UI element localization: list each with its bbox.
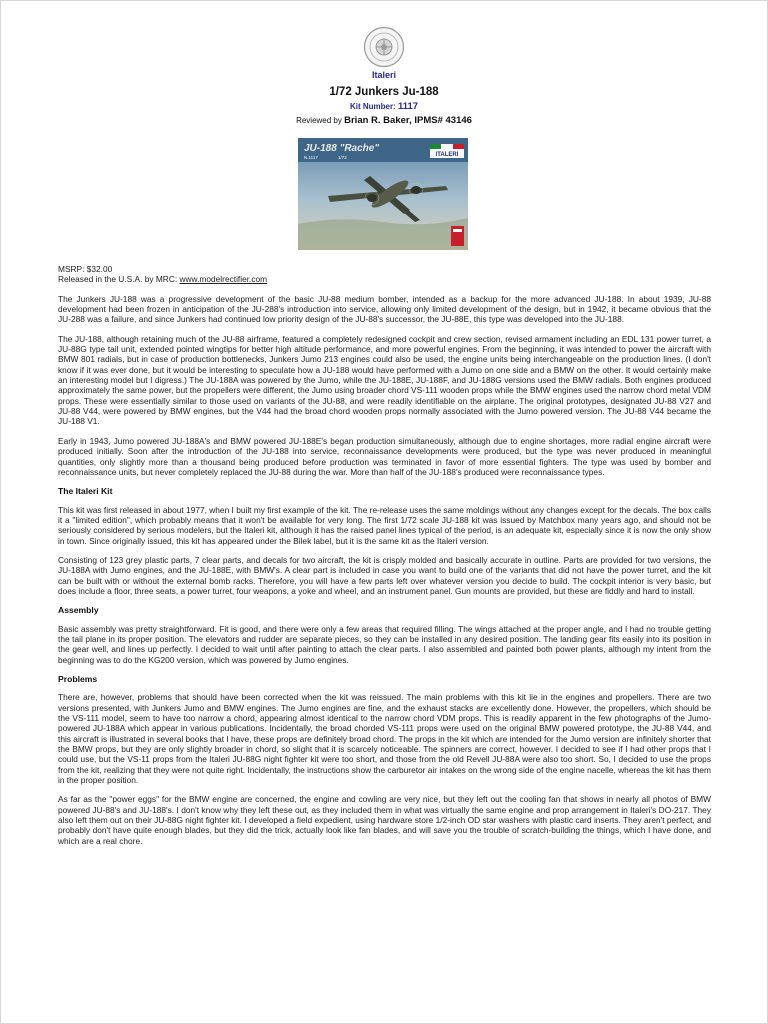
kit-number-line [0, 101, 768, 112]
release-line [58, 274, 711, 284]
kit-paragraph-1: This kit was first released in about 1977, when I built my first example of the kit. The re-release uses the same moldings without any changes except for the decals. The box calls it a "limited edition", which probably means that it won't be available for very long. The first 1/72 scale JU-188 kit was issued by Matchbox many years ago, and should not be seriously considered by serious modelers, but the Italeri kit, although it has the raised panel lines typical of the period, is an adequate kit, especially since it is now the only show in town. Since originally issued, this kit has appeared under the Bilek label, but it is the same kit as the Italeri version. [58, 504, 711, 546]
reviewed-by-label: Reviewed by [296, 116, 342, 125]
box-art-scale: 1/72 [338, 155, 347, 160]
kit-number-value: 1117 [397, 101, 419, 112]
intro-paragraph-1: The Junkers JU-188 was a progressive development of the basic JU-88 medium bomber, intended as a backup for the more advanced JU-188. In about 1939, JU-88 development had been frozen in anticipation of the JU-288's introduction into service, allowing only limited development of the design, but in 1942, it became obvious that the JU-288 was a failure, and since Junkers had continued low priority design of the JU-88's successor, the JU-88E, this type was developed into the JU-188. [58, 293, 711, 325]
kit-number-label: Kit Number: [349, 102, 396, 111]
reviewer-line [0, 115, 768, 126]
reviewer-name: Brian R. Baker, IPMS# 43146 [344, 115, 472, 126]
intro-paragraph-2: The JU-188, although retaining much of the JU-88 airframe, featured a completely redesigned cockpit and crew section, revised armament including an EDL 131 power turret, a JU-88G type tail unit, extended pointed wingtips for better high altitude performance, and more powerful engines. From the beginning, it was intended to power the aircraft with BMW 801 radials, but in case of production bottlenecks, Junkers Jumo 213 engines could also be used, the engine units being interchangeable on the production lines. (I don't know if it was ever done, but it would be interesting to speculate how a JU-188 would have performed with a Jumo on one side and a BMW on the other. It would certainly make an interesting model but I digress.) The JU-188A was powered by the Jumo, while the JU-188E, JU-188F, and JU-188G versions used the BMW radials. Both engines produced approximately the same power, but the propellers were different, the Jumo using broader chord VS-111 wooden props while the BMW engines used the narrow chord metal VDM props. These were essentially similar to those used on variants of the JU-88, and were readily identifiable on the airplane. The original prototypes, designated JU-88 V27 and JU-88 V44, were powered by BMW engines, but the V44 had the broad chord wooden props normally associated with the Jumo powered version. The JU-88 V44 became the JU-188 V1. [58, 333, 711, 427]
box-art-title: JU-188 "Rache" [304, 143, 380, 154]
release-prefix: Released in the U.S.A. by MRC: [58, 274, 180, 285]
box-art-image [298, 138, 468, 250]
msrp-text: MSRP: $32.00 [58, 264, 113, 274]
kit-meta [58, 264, 711, 285]
problems-paragraph-2: As far as the "power eggs" for the BMW engine are concerned, the engine and cowling are very nice, but they left out the cooling fan that shows in nearly all photos of BMW powered JU-88's and JU-188's. I don't know why they left these out, as they included them in what was virtually the same engine and prop arrangement in Italeri's DO-217. They also left them out on their JU-88G night fighter kit. I developed a field expedient, using hardware store 1/2-inch OD star washers with plastic card inserts. They aren't perfect, and probably don't have quite enough blades, but they did the trick, actually look like fan blades, and will save you the trouble of scratch-building the things, which I have done, and which are a real chore. [58, 794, 711, 846]
brand-name: Italeri [371, 70, 396, 80]
box-art-brand-logo: ITALERI [435, 152, 459, 158]
intro-paragraph-3: Early in 1943, Jumo powered JU-188A's and BMW powered JU-188E's began production simultaneously, although due to engine shortages, more radial engine aircraft were produced initially. Soon after the introduction of the JU-188 into service, reconnaissance developments were produced, but the type was never produced in meaningful quantities, only slightly more than a thousand being produced before production was terminated in favor of more essential fighters. The type was used by bomber and reconnaissance units, but never completely replaced the JU-88 during the war. More than half of the JU-188's produced were reconnaissance types. [58, 435, 711, 477]
italeri-kit-heading: The Italeri Kit [58, 486, 113, 497]
kit-paragraph-2: Consisting of 123 grey plastic parts, 7 clear parts, and decals for two aircraft, the kit is crisply molded and basically accurate in outline. Parts are provided for two versions, the JU-188A with Jumo engines, and the JU-188E, with BMW's. A clear part is included in case you want to build one of the variants that did not have the power turret, and the kit can be built with or without the external bomb racks. Therefore, you will have a few parts left over whatever version you decide to build. The cockpit interior is very basic, but does include a floor, three seats, a power turret, four weapons, a yoke and wheel, and an instrument panel. Gun mounts are provided, but these are fiddly and hard to install. [58, 554, 711, 596]
ipms-seal-logo [363, 26, 405, 68]
box-art-code: N.1117 [304, 155, 318, 160]
review-header [0, 26, 768, 126]
mrc-website-link[interactable]: www.modelrectifier.com [179, 274, 268, 285]
assembly-paragraph-1: Basic assembly was pretty straightforward. Fit is good, and there were only a few areas that required filling. The wings attached at the proper angle, and I had no trouble getting the tail plane in its proper position. The elevators and rudder are separate pieces, so they can be installed in any desired position. The landing gear fits easily into its position in the gear well, and lines up perfectly. I decided to wait until after painting to attach the clear parts. I also assembled and painted both power plants, although my intent from the beginning was to do the KG200 version, which was powered by Jumo engines. [58, 623, 711, 665]
problems-heading: Problems [58, 674, 98, 684]
assembly-heading: Assembly [58, 605, 99, 616]
problems-paragraph-1: There are, however, problems that should have been corrected when the kit was reissued. The main problems with this kit lie in the engines and propellers. There are two versions presented, with Junkers Jumo and BMW engines. The Jumo engines are fine, and the exhaust stacks are excellently done. However, the propellers, which should be the VS-111 model, seem to have too narrow a chord, appearing almost identical to the narrow chord VDM props. This is readily apparent in the few photographs of the Jumo-powered JU-188A which appear in various publications. Incidentally, the broad chorded VS-111 props were used on the original BMW powered prototype, the JU-88 V44, and this aircraft is illustrated in several books that I have, these props are definitely broad chord. The props in the kit which are intended for the Jumo version are infinitely shorter that the BMW props, but they are only slightly broader in chord, so slight that it is scarcely noticeable. The spinners are correct, however. I decided to see if I had other props that I could use, but the VS-11 props from the Italeri JU-88G night fighter kit were too short, and those from the old Revell JU-88A were also too short. So, I decided to use the props from the kit, realizing that they were not quite right. Incidentally, the instructions show the carburetor air intakes on the wrong side of the engine nacelle, whereas the kit has them in the proper position. [58, 692, 711, 786]
kit-title: 1/72 Junkers Ju-188 [329, 86, 439, 98]
review-body [58, 264, 711, 855]
